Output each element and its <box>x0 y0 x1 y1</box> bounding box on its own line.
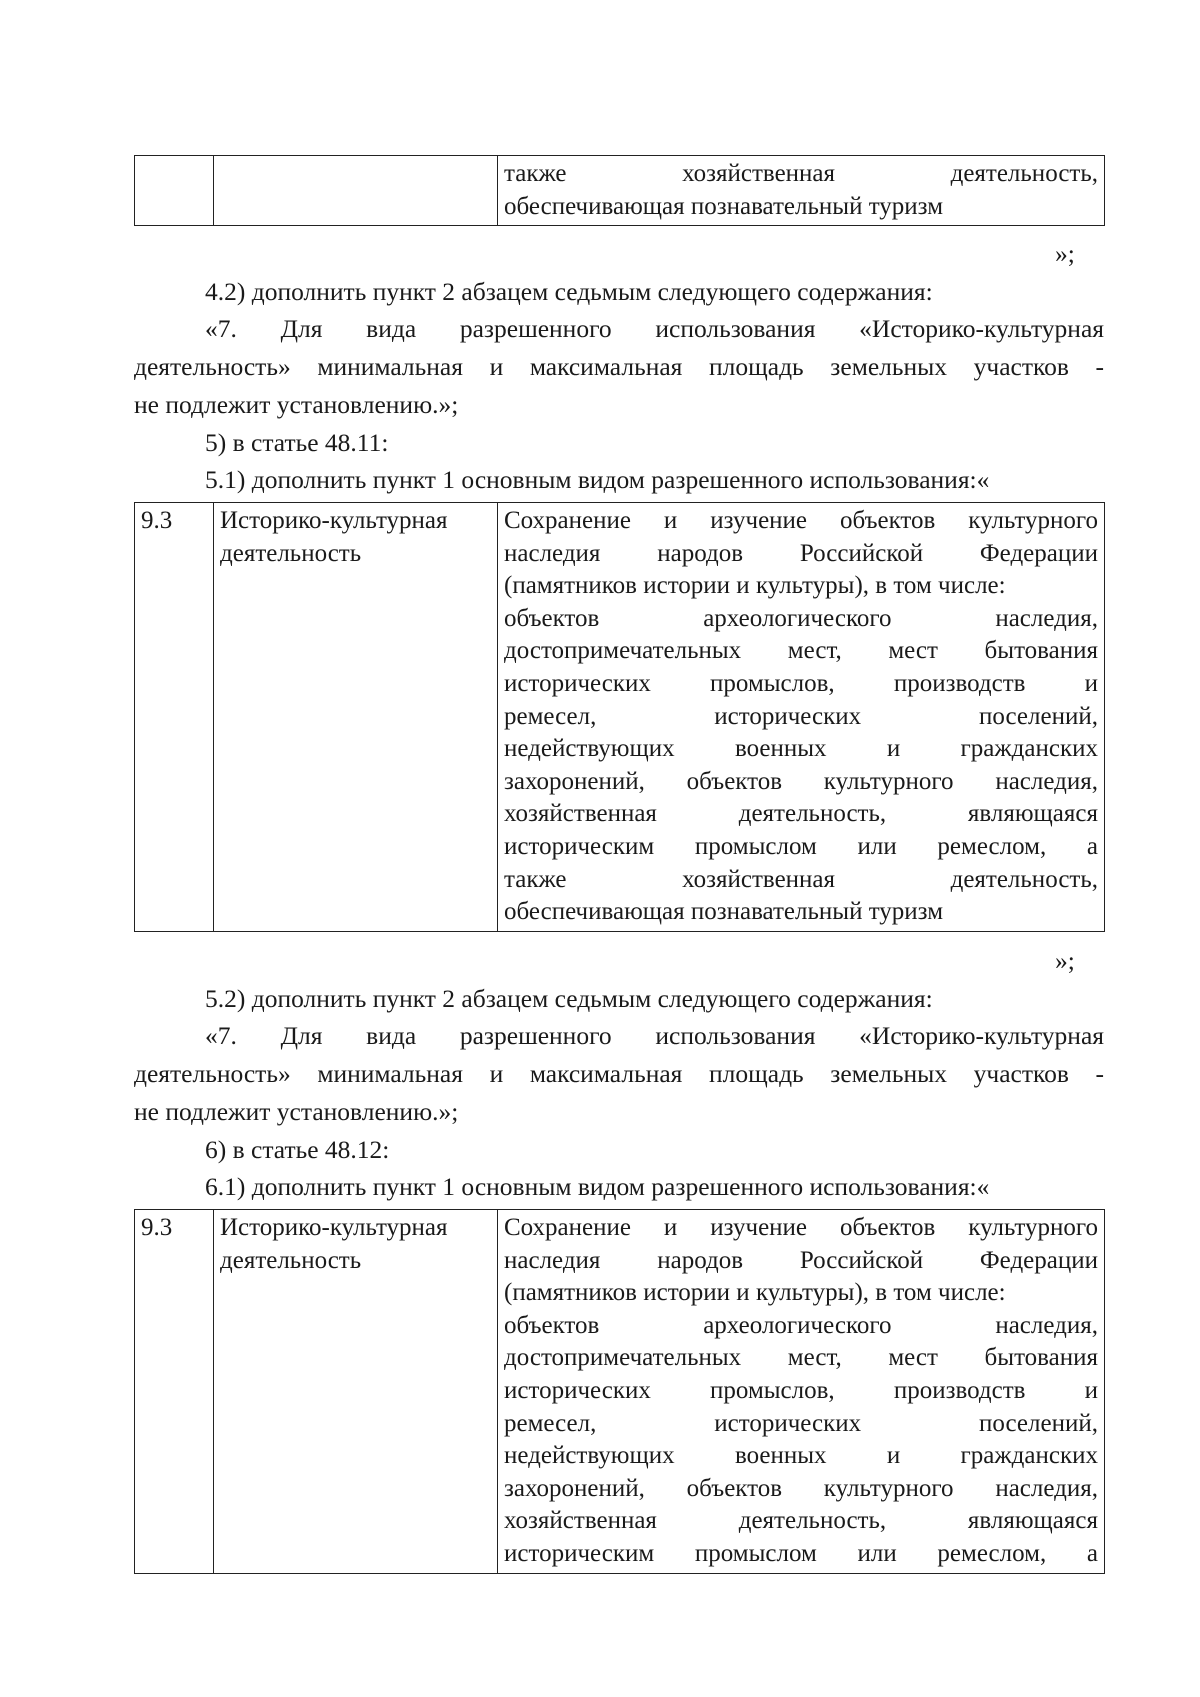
description-line: обеспечивающая познавательный туризм <box>504 192 944 220</box>
name-cell: Историко-культурная деятельность <box>214 503 498 932</box>
description-line: недействующих военных и гражданских <box>504 735 1098 763</box>
table-row <box>135 503 1105 932</box>
description-line: объектов археологического наследия, <box>504 1311 1098 1339</box>
description-line: достопримечательных мест, мест бытования <box>504 1344 1098 1372</box>
code-cell <box>135 156 214 226</box>
land-use-table <box>134 1209 1105 1574</box>
land-use-table <box>134 502 1105 932</box>
closing-quote: »; <box>1055 239 1075 268</box>
description-line: ремесел, исторических поселений, <box>504 1409 1098 1437</box>
description-line: захоронений, объектов культурного наследия, <box>504 1474 1098 1502</box>
description-line: Сохранение и изучение объектов культурного <box>504 507 1098 534</box>
description-cell <box>498 156 1105 226</box>
description-line: (памятников истории и культуры), в том числе: <box>504 572 1006 600</box>
description-line: достопримечательных мест, мест бытования <box>504 637 1098 665</box>
quote-line: не подлежит установлению.»; <box>134 1097 459 1126</box>
description-line: наследия народов Российской Федерации <box>504 1246 1098 1274</box>
name-cell: Историко-культурная деятельность <box>214 1210 498 1574</box>
table-row <box>135 1210 1105 1574</box>
closing-quote: »; <box>1055 946 1075 975</box>
description-line: объектов археологического наследия, <box>504 604 1098 632</box>
description-line: историческим промыслом или ремеслом, а <box>504 832 1098 860</box>
description-line: также хозяйственная деятельность, <box>504 865 1098 893</box>
description-line: ремесел, исторических поселений, <box>504 702 1098 730</box>
paragraph-6-1: 6.1) дополнить пункт 1 основным видом разрешенного использования:« <box>205 1172 990 1201</box>
table-row <box>135 156 1105 226</box>
land-use-table-continuation <box>134 155 1105 226</box>
description-line: наследия народов Российской Федерации <box>504 539 1098 567</box>
description-line: историческим промыслом или ремеслом, а <box>504 1539 1098 1567</box>
name-cell <box>214 156 498 226</box>
description-line: хозяйственная деятельность, являющаяся <box>504 800 1098 828</box>
quote-line: деятельность» минимальная и максимальная площадь земельных участков - <box>134 1059 1104 1088</box>
description-line: недействующих военных и гражданских <box>504 1442 1098 1470</box>
description-line: Сохранение и изучение объектов культурного <box>504 1214 1098 1241</box>
description-line: исторических промыслов, производств и <box>504 669 1098 697</box>
section-heading: 5) в статье 48.11: <box>205 428 389 457</box>
section-heading: 6) в статье 48.12: <box>205 1135 390 1164</box>
quote-line: «7. Для вида разрешенного использования «Историко-культурная <box>205 314 1104 343</box>
paragraph-5-1: 5.1) дополнить пункт 1 основным видом разрешенного использования:« <box>205 465 990 494</box>
code-cell: 9.3 <box>135 1210 214 1574</box>
description-cell <box>498 1210 1105 1574</box>
description-line: (памятников истории и культуры), в том числе: <box>504 1279 1006 1307</box>
description-line: хозяйственная деятельность, являющаяся <box>504 1507 1098 1535</box>
description-line: захоронений, объектов культурного наследия, <box>504 767 1098 795</box>
description-line: также хозяйственная деятельность, <box>504 160 1098 187</box>
paragraph-4-2: 4.2) дополнить пункт 2 абзацем седьмым следующего содержания: <box>205 277 933 306</box>
description-line: исторических промыслов, производств и <box>504 1376 1098 1404</box>
paragraph-5-2: 5.2) дополнить пункт 2 абзацем седьмым следующего содержания: <box>205 984 933 1013</box>
description-cell <box>498 503 1105 932</box>
quote-line: «7. Для вида разрешенного использования «Историко-культурная <box>205 1021 1104 1050</box>
description-line: обеспечивающая познавательный туризм <box>504 898 944 926</box>
code-cell: 9.3 <box>135 503 214 932</box>
quote-line: деятельность» минимальная и максимальная площадь земельных участков - <box>134 352 1104 381</box>
quote-line: не подлежит установлению.»; <box>134 390 459 419</box>
